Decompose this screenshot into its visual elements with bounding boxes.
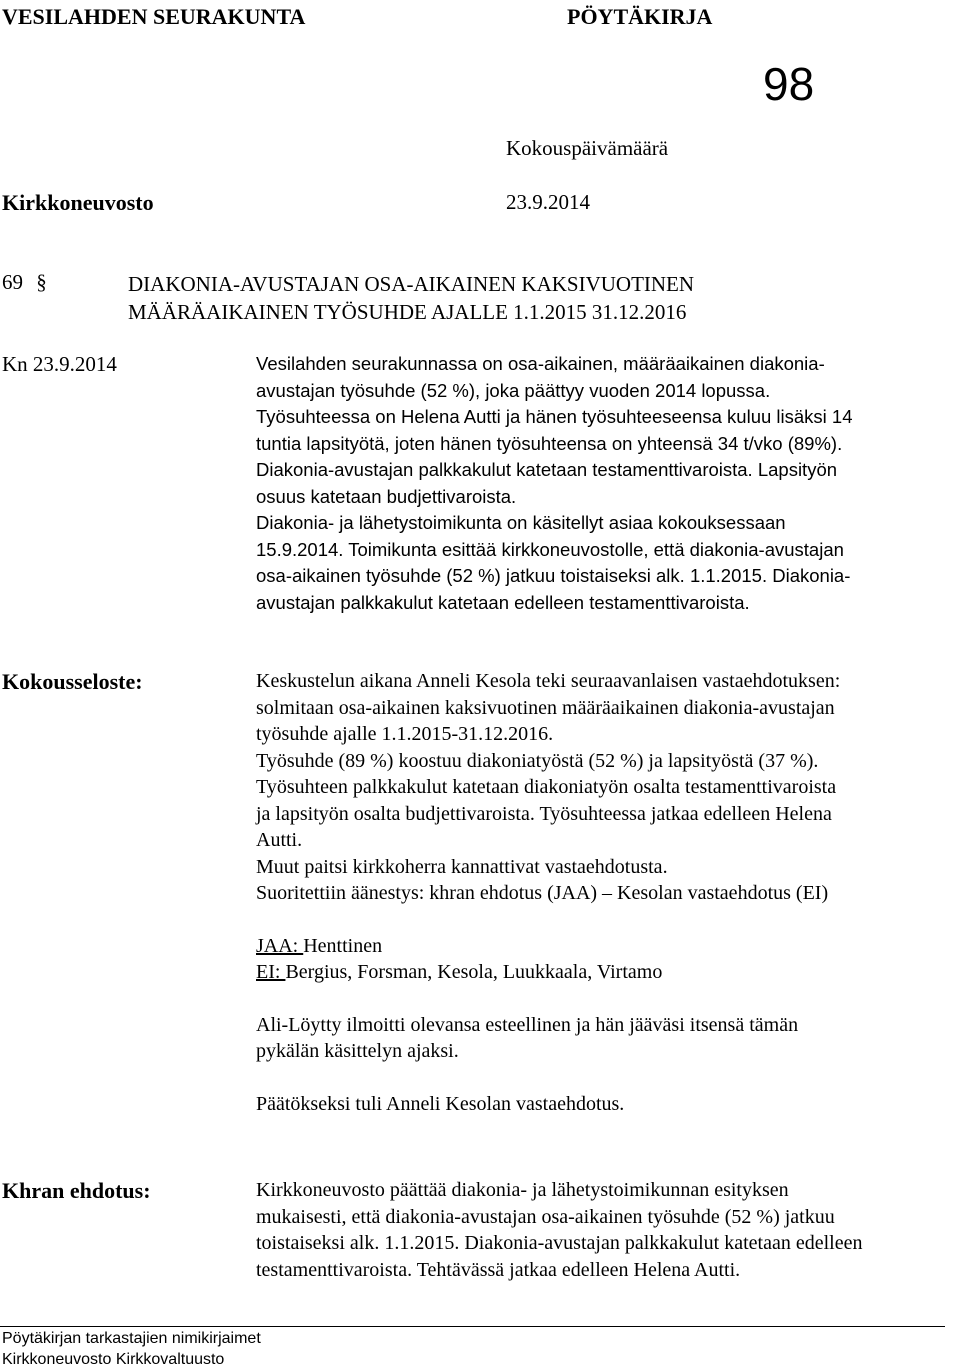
text-line: Keskustelun aikana Anneli Kesola teki seuraavanlaisen vastaehdotuksen: xyxy=(256,670,841,692)
text-line: avustajan palkkakulut katetaan edelleen testamenttivaroista. xyxy=(256,591,750,613)
footer-signatures-label: Pöytäkirjan tarkastajien nimikirjaimet xyxy=(2,1330,261,1347)
footer-bodies: Kirkkoneuvosto Kirkkovaltuusto xyxy=(2,1351,225,1368)
meeting-body: Kirkkoneuvosto xyxy=(2,190,154,215)
section-number-value: 69 xyxy=(2,270,23,294)
section-number xyxy=(2,270,47,295)
text-line: 15.9.2014. Toimikunta esittää kirkkoneuvostolle, että diakonia-avustajan xyxy=(256,538,844,560)
vote-no-names: Bergius, Forsman, Kesola, Luukkaala, Virtamo xyxy=(285,961,663,983)
decision-line: Päätökseksi tuli Anneli Kesolan vastaehdotus. xyxy=(256,1092,625,1115)
proposal-label: Khran ehdotus: xyxy=(2,1178,151,1203)
meeting-date: 23.9.2014 xyxy=(506,190,590,214)
text-line: solmitaan osa-aikainen kaksivuotinen määräaikainen diakonia-avustajan xyxy=(256,696,835,719)
vote-yes xyxy=(256,933,840,960)
section-symbol: § xyxy=(36,270,47,294)
text-line: toistaiseksi alk. 1.1.2015. Diakonia-avustajan palkkakulut katetaan edelleen xyxy=(256,1232,863,1254)
text-line: työsuhde ajalle 1.1.2015-31.12.2016. xyxy=(256,723,554,745)
vote-no xyxy=(256,959,840,986)
meeting-date-label: Kokouspäivämäärä xyxy=(506,136,669,160)
vote-no-label: EI: xyxy=(256,961,286,983)
spacer xyxy=(256,907,840,933)
text-line: Kirkkoneuvosto päättää diakonia- ja lähetystoimikunnan esityksen xyxy=(256,1179,789,1201)
spacer xyxy=(256,1065,840,1091)
section-title-line: MÄÄRÄAIKAINEN TYÖSUHDE AJALLE 1.1.2015 31.12.2016 xyxy=(128,300,687,324)
proposal-text xyxy=(256,1177,862,1283)
text-line: Työsuhteessa on Helena Autti ja hänen työsuhteeseensa kuluu lisäksi 14 xyxy=(256,406,853,427)
minutes-text xyxy=(256,668,840,1117)
text-line: Työsuhde (89 %) koostuu diakoniatyöstä (52 %) ja lapsityöstä (37 %). xyxy=(256,749,819,772)
text-line: mukaisesti, että diakonia-avustajan osa-aikainen työsuhde (52 %) jatkuu xyxy=(256,1205,835,1228)
page-number: 98 xyxy=(763,58,815,110)
section-title xyxy=(128,270,694,326)
text-line: Autti. xyxy=(256,829,303,851)
text-line: Muut paitsi kirkkoherra kannattivat vastaehdotusta. xyxy=(256,855,668,878)
text-line: Diakonia- ja lähetystoimikunta on käsitellyt asiaa kokouksessaan xyxy=(256,512,786,533)
text-line: osuus katetaan budjettivaroista. xyxy=(256,485,517,507)
text-line: Suoritettiin äänestys: khran ehdotus (JAA) – Kesolan vastaehdotus (EI) xyxy=(256,882,829,904)
text-line: Vesilahden seurakunnassa on osa-aikainen, määräaikainen diakonia- xyxy=(256,353,825,374)
spacer xyxy=(256,986,840,1012)
text-line: osa-aikainen työsuhde (52 %) jatkuu toistaiseksi alk. 1.1.2015. Diakonia- xyxy=(256,565,851,586)
vote-yes-names: Henttinen xyxy=(303,934,383,957)
preparation-label: Kn 23.9.2014 xyxy=(2,352,117,376)
document-type: PÖYTÄKIRJA xyxy=(567,4,713,29)
minutes-label: Kokousseloste: xyxy=(2,669,143,694)
preparation-text xyxy=(256,351,853,616)
text-line: Ali-Löytty ilmoitti olevansa esteellinen ja hän jääväsi itsensä tämän xyxy=(256,1013,799,1036)
text-line: ja lapsityön osalta budjettivaroista. Työsuhteessa jatkaa edelleen Helena xyxy=(256,802,832,825)
text-line: Diakonia-avustajan palkkakulut katetaan testamenttivaroista. Lapsityön xyxy=(256,459,838,480)
text-line: tuntia lapsityötä, joten hänen työsuhteensa on yhteensä 34 t/vko (89%). xyxy=(256,432,843,454)
text-line: avustajan työsuhde (52 %), joka päättyy vuoden 2014 lopussa. xyxy=(256,379,771,401)
text-line: pykälän käsittelyn ajaksi. xyxy=(256,1040,459,1062)
footer-rule xyxy=(0,1326,945,1327)
vote-yes-label: JAA: xyxy=(256,934,304,957)
text-line: testamenttivaroista. Tehtävässä jatkaa edelleen Helena Autti. xyxy=(256,1258,741,1281)
section-title-line: DIAKONIA-AVUSTAJAN OSA-AIKAINEN KAKSIVUOTINEN xyxy=(128,272,695,296)
organization-name: VESILAHDEN SEURAKUNTA xyxy=(2,4,306,29)
text-line: Työsuhteen palkkakulut katetaan diakoniatyön osalta testamenttivaroista xyxy=(256,776,837,798)
